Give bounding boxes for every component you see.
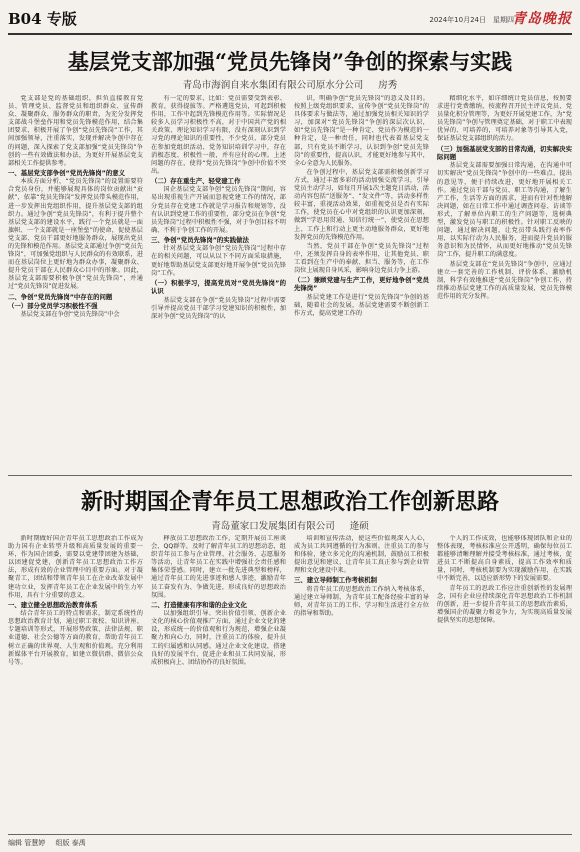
editor-credit: 编辑 管慧婷	[8, 839, 46, 847]
section-label: B04 专版	[8, 10, 77, 28]
issue-date: 2024年10月24日 星期四	[429, 16, 514, 24]
paragraph: 释放员工思想政治工作，定期开展员工座谈会、QQ群等，及时了解青年员工的思想动态，组织青年员工参与企业管理、社会服务、志愿服务等活动，让青年员工在实践中增强社会责任感和集体荣誉感。同时，建立一批先进典型和榜样，通过青年员工的先进事迹和感人事迹，激励青年员工奋发有为、争做先进，形成良好的思想政治氛围。	[151, 535, 286, 599]
article-2-body	[8, 535, 572, 765]
footer-rule	[8, 834, 572, 835]
paragraph: 针对基层党支部争创“党员先锋岗”过程中存在的相关问题，可以从以下不同方面采取措施，更好地帮助基层党支部更好地开展争创“党员先锋岗”工作。	[151, 245, 286, 277]
section-heading: （三）加强基层党支部的目常沟通，切实解决实际问题	[437, 144, 572, 161]
masthead-rule	[8, 33, 572, 35]
article-2-org: 青岛董家口发展集团有限公司	[211, 521, 335, 532]
paragraph: 国企基层党支部争创“党员先锋岗”期间，容易出现重视生产开展而忽视党建工作的情况，部分党员存在党建工作就是学习报告和规划等，没有认识到党建工作的重要性，部分党员在争创“党员先锋岗”过程中积极性不强，对于争创目标不明确、不利于争创工作的开展。	[151, 186, 286, 234]
paragraph: 结合青年员工的特点和需求，制定系统性的思想政治教育计划，通过职工夜校、知识讲座、专题培训等形式，开展形势政策、法律法规、职业道德、社会公德等方面的教育，帮助青年员工树立正确的世界观、人生观和价值观。充分利用新媒体平台开展教育，如建立微信群、微信公众号等。	[8, 610, 143, 666]
paragraph: 个人的工作成效，也能够体现团队和企业的整体表现，考核标准应公开透明，确保每位员工都能够清晰理解并接受考核标准，通过考核，促进员工不断提高自身素质，提高工作效率和质量，同时，考核机制要为实现激励作用，在实践中不断完善，以适应新形势下的发展需要。	[437, 535, 572, 583]
article1-column	[8, 95, 143, 465]
article1-column	[151, 95, 286, 465]
article-1-headline: 基层党支部加强“党员先锋岗”争创的探索与实践	[67, 49, 513, 74]
article-2-author: 逄硕	[349, 521, 369, 532]
masthead	[8, 6, 572, 32]
paragraph: 基层党支部需要加强日常沟通，在沟通中可切实解决“党员先锋岗”争创中的一些难点、提出的意见等，便于持续改进，更好地开展相关工作。通过党员干部与党员、职工等沟通，了解生产工作，生活等方面的需求，进而有针对性地解决问题，如在日常工作中通过调查问卷、访谈等形式，了解单位内职工的生产问题等，选树典型，激发党员与职工的积极性。针对职工反映的问题，通过解决问题，让党员带头践行表率作用，以实际行动为人民服务，进而提升党员的服务意识和为民情怀，从而更好地推动“党员先锋岗”工作，提升职工的满意度。	[437, 162, 572, 259]
article1-column	[437, 95, 572, 465]
paragraph: 在争创过程中，基层党支部需积极创新学习方式，通过丰富多彩的活动加强交流学习，引导党员主动学习，如每月开展1次主题党日活动，活动内容包括“送服务”、“发文件”等，活动多样性较丰富，重视活动效果，如重视党员是否有实际工作，使党员在心中对党组织的认识更加深刻，做到“学思用贯通、知信行统一”，使党员在思想上、工作上和行动上更主动地服务群众，更好地发挥党员的先锋模范作用。	[294, 168, 429, 241]
section-heading: 一、基层党支部争创“党员先锋岗”的意义	[8, 168, 126, 177]
paragraph: 精细化水平，如详细统计党员信息，按照要求进行党费缴纳，按流程召开民主评议党员、党员量化积分管理等，为更好开展党建工作，为“党员先锋岗”争创与管理奠定基础，对于职工中表现优异的、可培养的，可培养对象等引导其入党，保证基层党支部组织的活力。	[437, 95, 572, 143]
paragraph: 基层党支部在争创“党员先锋岗”中会	[20, 311, 120, 319]
section-heading: 一、建立健全思想政治教育体系	[8, 600, 98, 609]
article-1-body	[8, 95, 572, 465]
paragraph: 基层党支部在“党员先锋岗”争创中，应通过建立一套完善的工作机制、评价体系、激励机制，科学有效地推进“党员先锋岗”争创工作，持续推动基层党建工作的高质量发展，党员先锋模范作用的充分发挥。	[437, 260, 572, 300]
section-heading: 二、打造健康有序和谐的企业文化	[151, 600, 247, 609]
paragraph: 基层党建工作是进行“党员先锋岗”争创的基础，随着社会的发展，基层党建需要不断创新工作方式，提高党建工作的	[294, 293, 429, 318]
article2-column	[8, 535, 143, 765]
section-heading: （一）部分党员学习积极性不强	[8, 301, 98, 310]
section-heading: 三、争创“党员先锋岗”的实践做法	[151, 235, 249, 244]
article1-column	[294, 95, 429, 465]
paragraph: 培训和宣传活动，使这些价值观深入人心，成为员工共同遵循的行为准则。注重员工的参与和体验，建立多元化的沟通机制，鼓励员工积极提出意见和建议，让青年员工真正参与到企业管理和文化建设中来。	[294, 535, 429, 575]
newspaper-logo: 青岛晚报	[512, 11, 572, 27]
designer-credit: 组版 泰禹	[55, 839, 86, 847]
article-1-byline	[8, 77, 572, 91]
page-footer	[8, 838, 94, 848]
paragraph: 将青年员工的思想政治工作纳入考核体系，通过建立导师制，为青年员工配备经验丰富的导师，对青年员工的工作、学习和生活进行全方位的指导和帮助。	[294, 585, 429, 618]
article-divider	[8, 475, 572, 476]
paragraph: 识，明确争创“党员先锋岗”的意义及目的。按照上级党组织要求，宣传争创“党员先锋岗”的具体要求与做法等，通过加强党员相关知识的学习，加深对“党员先锋岗”争创的深层次认识，如“党员先锋岗”是一种肯定、党员作为模范的一种肯定，是一种责任，同时也代表着基层党支部，只有党员不断学习，认识到争创“党员先锋岗”的重要性，提高认识，才能更好地参与其中，全心全意为人民服务。	[294, 95, 429, 167]
paragraph: 党支部是党的基础组织，担负直接教育党员、管理党员、监督党员和组织群众、宣传群众、凝聚群众、服务群众的职责，为充分发挥党支部战斗堡垒作用和党员先锋模范作用，结合集团要求，积极开展了争创“党员先锋岗”工作，其间加强领导，注重落实，发现并解决争创中存在的问题，深入探索了党支部加强“党员先锋岗”争创的一些有效做法和办法，为更好开展基层党支部相关工作提供参考。	[8, 95, 143, 167]
paragraph: 基层党支部在争创“党员先锋岗”过程中需要引导并提高党员干部学习党建知识的积极性，加深对争创“党员先锋岗”的认	[151, 296, 286, 320]
article2-column	[437, 535, 572, 765]
paragraph: 有一定的要求，比如：党员需要受到表彰、教育，获得提拔等。严格遴选党员，可起到积极作用，工作中起到先锋模范作用等。实际情况是较多人员学习积极性不高，对于中国共产党的相关政策、理论知识学习有限，没有深刻认识到学习党的理论知识的重要性，不少党员、部分党员在参加党组织活动、党务知识培训学习中，存在消极态度、积极性一般，并有应付的心理。上述问题的存在，使得“党员先锋岗”争创中价值不突出。	[151, 95, 286, 175]
paragraph: 以加强组织引导、突出价值引领、创新企业文化的核心价值观推广方面，通过企业文化的建设，形成统一的价值观和行为规范，增强企业凝聚力和向心力，同时，注重员工的体验，提升员工的归属感和认同感。通过企业文化建设，搭建良好的发展平台，促进企业和员工共同发展，形成积极向上、团结协作的良好氛围。	[151, 610, 286, 666]
paragraph: 青年员工的思政工作应注重创新性的发展理念，国有企业应持续深化青年思想政治工作机制的创新，进一步提升青年员工的思想政治素质，增强国企的凝聚力和竞争力，为实现高质量发展提供坚实的思想保障。	[437, 584, 572, 624]
article2-column	[294, 535, 429, 765]
section-heading: （一）积极学习，提高党员对“党员先锋岗”的认识	[151, 278, 286, 296]
paragraph: 当然，党员干部在争创“党员先锋岗”过程中，还须发挥自身的表率作用，让其他党员、职工看到在生产中的奉献、担当、服务等，在工作岗位上展现自身风采，影响身边党员力争上游。	[294, 242, 429, 274]
article-1-org: 青岛市海润自来水集团有限公司原水分公司	[182, 80, 364, 91]
section-heading: 二、争创“党员先锋岗”中存在的问题	[8, 292, 113, 301]
paragraph: 本质方面分析，“党员先锋岗”的设置需要符合党员身份，并能够展现具体的岗位贡献出“贡献”，依靠“党员先锋岗”发挥党员带头模范作用，进一步发挥出党组织作用，提升基层党支部的组织力。通过争创“党员先锋岗”，有利于提升整个基层党支部的建设水平，践行一个党员就是一面旗帜、一个支部就是一座堡垒”的使命，促使基层党支部、党员干部更好地服务群众，展现出党员的先锋和模范作用。基层党支部通过争创“党员先锋岗”，可加强党组织与人民群众的有效联系，进而在基层岗位上更好地为群众办事，凝聚群众、提升党员干部在人民群众心目中的形象。因此，基层党支部需要积极争创“党员先锋岗”，并通过“党员先锋岗”促进发展。	[8, 178, 143, 291]
paragraph: 新时期做好国企青年员工思想政治工作成为助力国有企业转型升级和高质量发展的重要一环，作为国企团委，需要以党建带团建为基础，以团建促党建，创新青年员工思想政治工作方法，形成有效的企业管理中的重要方面。对于凝聚青工，团结和带领青年员工在企业改革发展中建功立业，发挥青年员工在企业发展中的生力军作用，具有十分重要的意义。	[8, 535, 143, 599]
section-heading: （二）存在重生产、轻党建工作	[151, 176, 241, 185]
section-heading: 三、建立导师制工作考核机制	[294, 576, 378, 585]
section-heading: （二）兼顾党建与生产工作，更好地争创“党员先锋岗”	[294, 276, 429, 293]
article-2-byline	[8, 518, 572, 532]
article2-column	[151, 535, 286, 765]
article-2-headline: 新时期国企青年员工思想政治工作创新思路	[80, 489, 499, 515]
article-1-author: 房秀	[378, 80, 398, 91]
